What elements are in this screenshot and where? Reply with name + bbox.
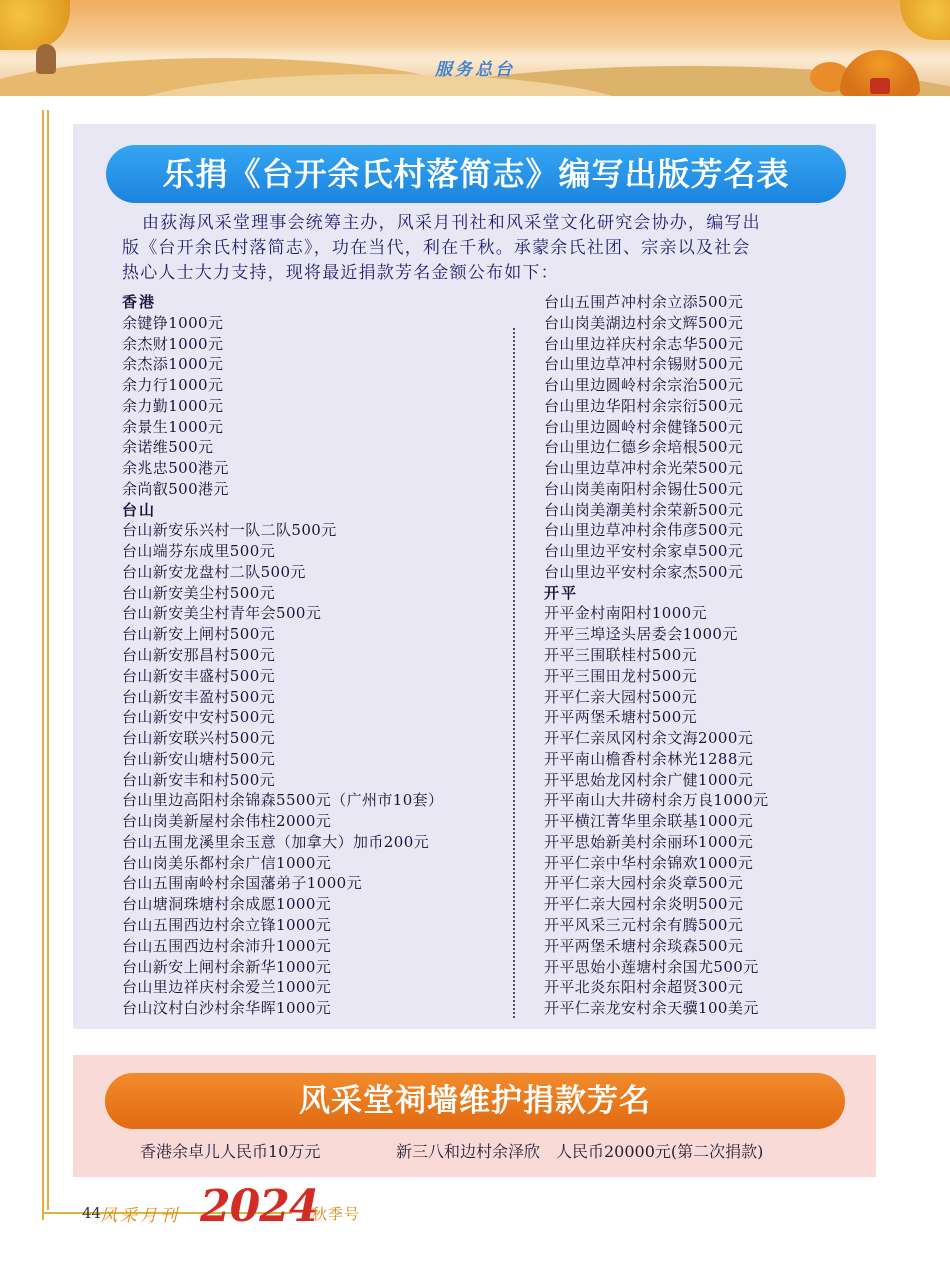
donor-entry: 开平三围联桂村500元 bbox=[544, 646, 698, 665]
donor-entry: 台山汶村白沙村余华晖1000元 bbox=[122, 999, 332, 1018]
donor-entry: 余杰添1000元 bbox=[122, 355, 224, 374]
donor-entry: 开平南山大井磅村余万良1000元 bbox=[544, 791, 769, 810]
donor-entry: 开平南山檐香村余林光1288元 bbox=[544, 749, 754, 768]
donor-column-left bbox=[122, 292, 512, 1019]
donor-entry: 台山新安上闸村余新华1000元 bbox=[122, 957, 332, 976]
donor-entry: 台山新安那昌村500元 bbox=[122, 646, 276, 665]
donor-entry: 开平三围田龙村500元 bbox=[544, 666, 698, 685]
donor-entry: 台山新安乐兴村一队二队500元 bbox=[122, 521, 337, 540]
donor-entry: 台山新安龙盘村二队500元 bbox=[122, 562, 306, 581]
donor-entry: 台山岗美南阳村余锡仕500元 bbox=[544, 479, 744, 498]
donor-entry: 台山岗美新屋村余伟柱2000元 bbox=[122, 812, 332, 831]
donation-entry: 香港余卓儿人民币10万元 bbox=[140, 1142, 321, 1161]
donor-entry: 台山里边草冲村余锡财500元 bbox=[544, 355, 744, 374]
banner-sky bbox=[0, 0, 950, 55]
section-title: 服务总台 bbox=[435, 60, 515, 80]
donor-entry: 台山新安山塘村500元 bbox=[122, 749, 276, 768]
donor-entry: 台山里边圆岭村余宗治500元 bbox=[544, 376, 744, 395]
donor-entry: 台山里边平安村余家卓500元 bbox=[544, 542, 744, 561]
page-title: 乐捐《台开余氏村落简志》编写出版芳名表 bbox=[106, 145, 846, 203]
issue-year: 2024 bbox=[200, 1181, 319, 1232]
donor-entry: 余尚叡500港元 bbox=[122, 479, 229, 498]
donor-entry: 台山里边祥庆村余志华500元 bbox=[544, 334, 744, 353]
donor-entry: 开平思始小莲塘村余国尤500元 bbox=[544, 957, 759, 976]
frame-line bbox=[42, 110, 44, 1220]
column-divider bbox=[513, 328, 515, 1018]
intro-line: 由荻海风采堂理事会统筹主办，风采月刊社和风采堂文化研究会协办，编写出 bbox=[142, 213, 761, 233]
donor-entry: 台山里边祥庆村余爱兰1000元 bbox=[122, 978, 332, 997]
donor-entry: 开平思始新美村余丽环1000元 bbox=[544, 832, 754, 851]
donor-entry: 台山端芬东成里500元 bbox=[122, 542, 276, 561]
fortune-sign-icon bbox=[870, 78, 890, 94]
donor-entry: 台山五围芦冲村余立添500元 bbox=[544, 293, 744, 311]
donor-entry: 台山岗美潮美村余荣新500元 bbox=[544, 500, 744, 519]
donor-entry: 台山五围西边村余立锋1000元 bbox=[122, 915, 332, 934]
region-heading: 开平 bbox=[544, 583, 579, 602]
donor-entry: 开平风采三元村余有腾500元 bbox=[544, 915, 744, 934]
donor-entry: 台山塘洞珠塘村余成愿1000元 bbox=[122, 895, 332, 914]
donor-entry: 开平仁亲大园村余炎明500元 bbox=[544, 895, 744, 914]
region-heading: 台山 bbox=[122, 500, 157, 519]
frame-line bbox=[47, 110, 49, 1210]
donor-entry: 台山新安丰盈村500元 bbox=[122, 687, 276, 706]
intro-line: 版《台开余氏村落简志》，功在当代，利在千秋。承蒙余氏社团、宗亲以及社会 bbox=[122, 238, 751, 258]
donor-entry: 台山新安丰和村500元 bbox=[122, 770, 276, 789]
donor-entry: 台山五围南岭村余国藩弟子1000元 bbox=[122, 874, 362, 893]
region-heading: 香港 bbox=[122, 293, 157, 311]
donor-entry: 余诺维500元 bbox=[122, 438, 214, 457]
donor-entry: 台山新安美尘村500元 bbox=[122, 583, 276, 602]
donor-entry: 台山里边高阳村余锦森5500元（广州市10套） bbox=[122, 791, 444, 810]
donor-entry: 开平仁亲中华村余锦欢1000元 bbox=[544, 853, 754, 872]
donor-entry: 台山新安美尘村青年会500元 bbox=[122, 604, 322, 623]
donor-entry: 余力行1000元 bbox=[122, 376, 224, 395]
donor-entry: 余力勤1000元 bbox=[122, 396, 224, 415]
donor-entry: 台山岗美乐都村余广信1000元 bbox=[122, 853, 332, 872]
donor-entry: 开平两堡禾塘村余琰森500元 bbox=[544, 936, 744, 955]
donor-entry: 台山里边仁德乡余培根500元 bbox=[544, 438, 744, 457]
donor-entry: 开平思始龙冈村余广健1000元 bbox=[544, 770, 754, 789]
donor-entry: 台山里边华阳村余宗衍500元 bbox=[544, 396, 744, 415]
donor-entry: 开平横江菁华里余联基1000元 bbox=[544, 812, 754, 831]
donor-entry: 台山里边草冲村余光荣500元 bbox=[544, 459, 744, 478]
donor-entry: 开平北炎东阳村余超贤300元 bbox=[544, 978, 744, 997]
donor-entry: 台山新安丰盛村500元 bbox=[122, 666, 276, 685]
donor-entry: 开平仁亲凤冈村余文海2000元 bbox=[544, 729, 754, 748]
donor-entry: 台山五围龙溪里余玉意（加拿大）加币200元 bbox=[122, 832, 430, 851]
page-number: 44 bbox=[82, 1204, 102, 1222]
donor-entry: 台山里边圆岭村余健锋500元 bbox=[544, 417, 744, 436]
donor-entry: 开平三埠迳头居委会1000元 bbox=[544, 625, 738, 644]
donor-entry: 开平两堡禾塘村500元 bbox=[544, 708, 698, 727]
donor-entry: 台山里边草冲村余伟彦500元 bbox=[544, 521, 744, 540]
secondary-title: 风采堂祠墙维护捐款芳名 bbox=[105, 1073, 845, 1129]
donor-entry: 台山岗美湖边村余文辉500元 bbox=[544, 313, 744, 332]
issue-season: 秋季号 bbox=[312, 1205, 361, 1223]
donor-entry: 台山五围西边村余沛升1000元 bbox=[122, 936, 332, 955]
donor-entry: 余兆忠500港元 bbox=[122, 459, 229, 478]
intro-paragraph bbox=[122, 211, 857, 286]
donor-entry: 余杰财1000元 bbox=[122, 334, 224, 353]
donation-entry: 新三八和边村余泽欣 人民币20000元(第二次捐款) bbox=[396, 1142, 764, 1161]
donor-entry: 开平金村南阳村1000元 bbox=[544, 604, 707, 623]
donor-entry: 台山新安中安村500元 bbox=[122, 708, 276, 727]
donor-entry: 余景生1000元 bbox=[122, 417, 224, 436]
donor-entry: 开平仁亲龙安村余天骥100美元 bbox=[544, 999, 759, 1018]
intro-line: 热心人士大力支持，现将最近捐款芳名金额公布如下： bbox=[122, 263, 559, 283]
magazine-name: 风采月刊 bbox=[100, 1206, 180, 1226]
donor-entry: 余键铮1000元 bbox=[122, 313, 224, 332]
donor-column-right bbox=[544, 292, 864, 1019]
donor-entry: 台山里边平安村余家杰500元 bbox=[544, 562, 744, 581]
donor-entry: 台山新安上闸村500元 bbox=[122, 625, 276, 644]
donor-entry: 台山新安联兴村500元 bbox=[122, 729, 276, 748]
header-banner bbox=[0, 0, 950, 96]
donor-entry: 开平仁亲大园村余炎章500元 bbox=[544, 874, 744, 893]
donor-entry: 开平仁亲大园村500元 bbox=[544, 687, 698, 706]
